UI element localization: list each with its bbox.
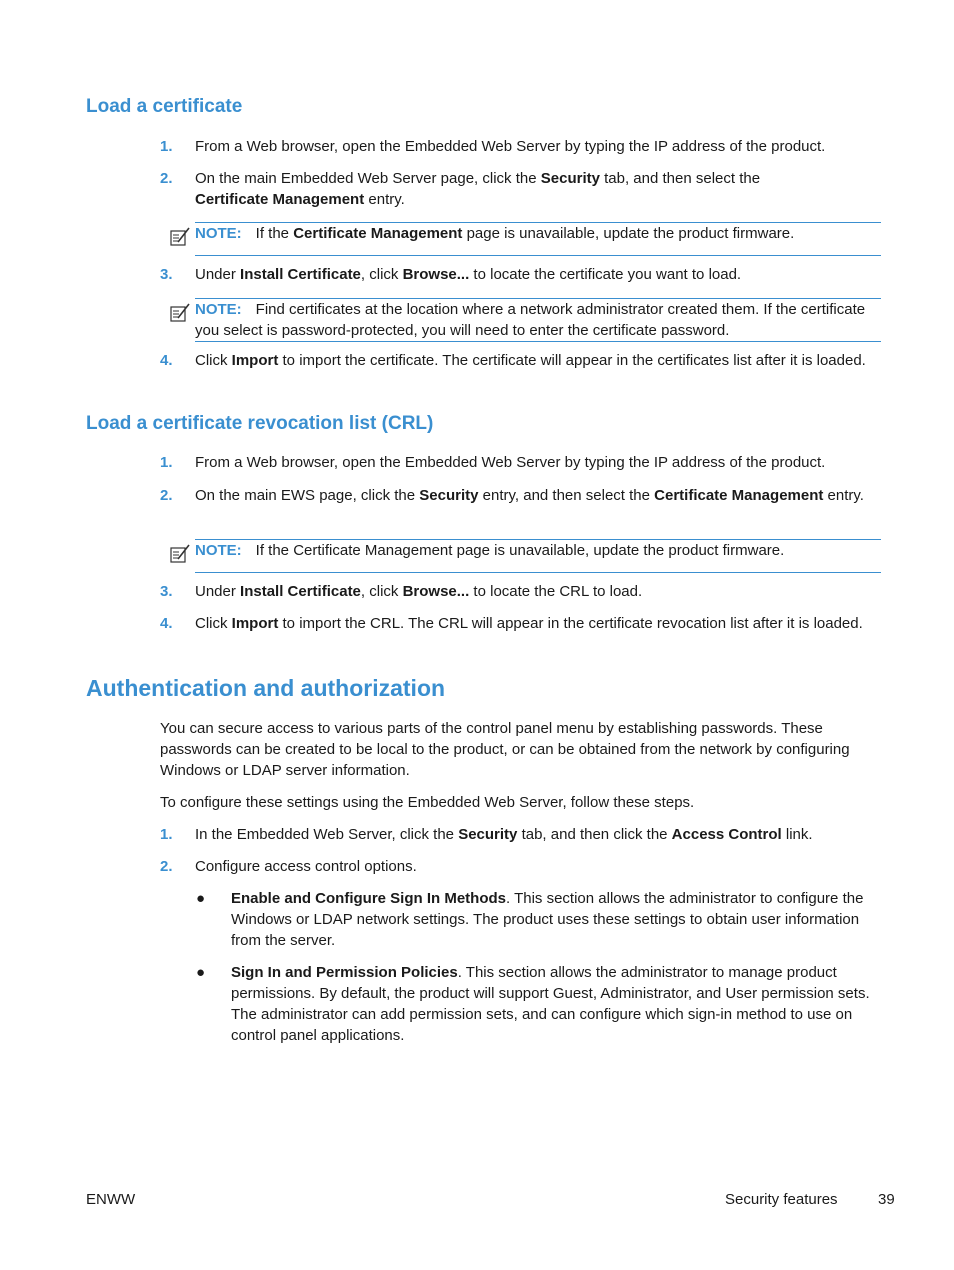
list-item: 2. Configure access control options.	[160, 858, 417, 875]
list-item: 4. Click Import to import the CRL. The CRL will appear in the certificate revocation list after it is loaded.	[160, 615, 863, 632]
footer-section-title: Security features	[725, 1191, 838, 1208]
note-box: NOTE: If the Certificate Management page is unavailable, update the product firmware.	[195, 222, 881, 256]
list-item: 1. From a Web browser, open the Embedded Web Server by typing the IP address of the product.	[160, 138, 826, 155]
note-icon	[169, 225, 191, 247]
paragraph: You can secure access to various parts of the control panel menu by establishing passwords. These passwords can be created to be local to the product, or can be obtained from the network by configuring Windows or LDAP server information.	[160, 720, 850, 779]
bullet-dot: ●	[196, 964, 206, 981]
note-icon	[169, 301, 191, 323]
heading-load-crl: Load a certificate revocation list (CRL)	[86, 413, 434, 434]
bullet-item: ● Enable and Configure Sign In Methods. This section allows the administrator to configure the Windows or LDAP network settings. The product uses these settings to obtain user information from the server.	[196, 890, 864, 949]
bullet-dot: ●	[196, 890, 206, 907]
list-item: 4. Click Import to import the certificate. The certificate will appear in the certificates list after it is loaded.	[160, 352, 866, 369]
page-number: 39	[878, 1191, 895, 1208]
note-box: NOTE: Find certificates at the location where a network administrator created them. If the certificate you select is password-protected, you will need to enter the certificate password.	[195, 298, 881, 342]
note-box: NOTE: If the Certificate Management page is unavailable, update the product firmware.	[195, 539, 881, 573]
note-icon	[169, 542, 191, 564]
list-item: 3. Under Install Certificate, click Browse... to locate the CRL to load.	[160, 583, 643, 600]
heading-load-certificate: Load a certificate	[86, 96, 243, 117]
footer-left-label: ENWW	[86, 1191, 136, 1208]
list-item: 2. On the main EWS page, click the Security entry, and then select the Certificate Management entry.	[160, 487, 864, 504]
list-item: 2. On the main Embedded Web Server page, click the Security tab, and then select the Certificate Management entry.	[160, 170, 761, 208]
heading-authentication: Authentication and authorization	[86, 675, 446, 701]
list-item: 1. From a Web browser, open the Embedded Web Server by typing the IP address of the product.	[160, 454, 826, 471]
bullet-item: ● Sign In and Permission Policies. This section allows the administrator to manage product permissions. By default, the product will support Guest, Administrator, and User permission sets. The administrator can add permission sets, and can configure which sign-in method to use on control panel applications.	[196, 964, 870, 1044]
list-item: 1. In the Embedded Web Server, click the Security tab, and then click the Access Control link.	[160, 826, 813, 843]
paragraph: To configure these settings using the Embedded Web Server, follow these steps.	[160, 794, 695, 811]
list-item: 3. Under Install Certificate, click Browse... to locate the certificate you want to load.	[160, 266, 742, 283]
